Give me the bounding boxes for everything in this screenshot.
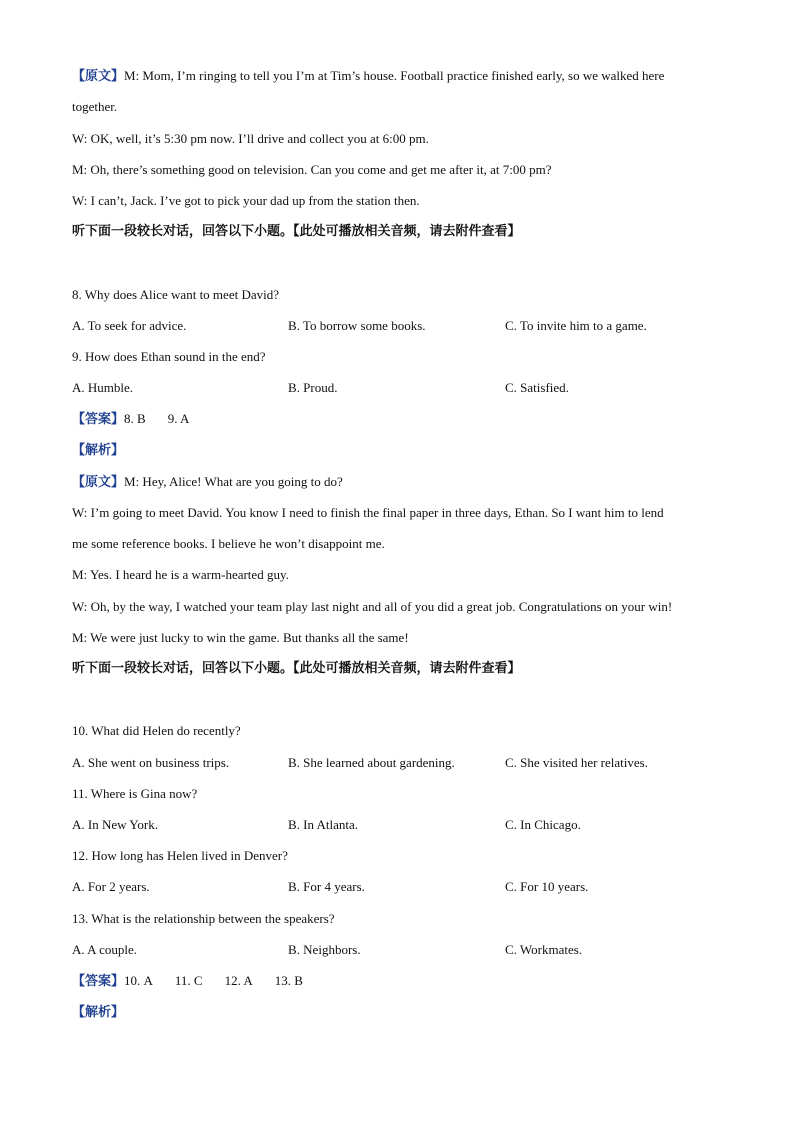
yuanwen-tag: 【原文】 [72,475,125,490]
listening-instruction: 听下面一段较长对话，回答以下小题。【此处可播放相关音频，请去附件查看】 [72,661,521,676]
answer-item: 13. B [274,973,303,988]
transcript-line: M: We were just lucky to win the game. But thanks all the same! [72,630,409,645]
answer-item: 11. C [174,973,203,988]
option-c: C. Workmates. [505,942,583,957]
transcript-line: 【原文】M: Mom, I’m ringing to tell you I’m at Tim’s house. Football practice finished early, so we walked here [72,68,665,84]
option-b: B. For 4 years. [288,879,365,894]
answer-tag: 【答案】 [72,412,125,427]
question-text: 11. Where is Gina now? [72,786,198,801]
transcript-line: M: Oh, there’s something good on television. Can you come and get me after it, at 7:00 pm? [72,162,552,177]
transcript-line: W: Oh, by the way, I watched your team play last night and all of you did a great job. Congratulations on your win! [72,599,673,614]
option-b: B. Neighbors. [288,942,361,957]
option-a: A. A couple. [72,942,137,957]
option-c: C. For 10 years. [505,879,589,894]
analysis-heading: 【解析】 [72,1005,125,1020]
option-c: C. To invite him to a game. [505,318,647,333]
answer-item: 9. A [167,411,190,426]
transcript-line: me some reference books. I believe he won’t disappoint me. [72,536,385,551]
transcript-line: W: OK, well, it’s 5:30 pm now. I’ll drive and collect you at 6:00 pm. [72,131,429,146]
question-text: 9. How does Ethan sound in the end? [72,349,266,364]
answer-item: 10. A [124,973,153,988]
option-b: B. Proud. [288,380,338,395]
answer-item: 8. B [124,411,146,426]
analysis-heading: 【解析】 [72,443,125,458]
option-b: B. She learned about gardening. [288,755,455,770]
transcript-line: 【原文】M: Hey, Alice! What are you going to do? [72,474,343,490]
answer-tag: 【答案】 [72,974,125,989]
option-c: C. She visited her relatives. [505,755,648,770]
option-a: A. To seek for advice. [72,318,187,333]
answer-item: 12. A [224,973,253,988]
transcript-line: W: I can’t, Jack. I’ve got to pick your dad up from the station then. [72,193,420,208]
option-a: A. In New York. [72,817,158,832]
question-text: 8. Why does Alice want to meet David? [72,287,279,302]
option-c: C. In Chicago. [505,817,581,832]
question-text: 13. What is the relationship between the speakers? [72,911,335,926]
question-text: 12. How long has Helen lived in Denver? [72,848,288,863]
transcript-line: W: I’m going to meet David. You know I need to finish the final paper in three days, Ethan. So I want him to lend [72,505,664,520]
answer-line [72,972,303,990]
listening-instruction: 听下面一段较长对话，回答以下小题。【此处可播放相关音频，请去附件查看】 [72,224,521,239]
yuanwen-tag: 【原文】 [72,69,125,84]
option-b: B. To borrow some books. [288,318,426,333]
question-text: 10. What did Helen do recently? [72,723,241,738]
answer-line [72,410,189,428]
option-a: A. She went on business trips. [72,755,230,770]
transcript-line: M: Yes. I heard he is a warm-hearted guy. [72,567,289,582]
option-a: A. Humble. [72,380,134,395]
option-c: C. Satisfied. [505,380,569,395]
option-a: A. For 2 years. [72,879,150,894]
option-b: B. In Atlanta. [288,817,359,832]
transcript-line: together. [72,99,118,114]
